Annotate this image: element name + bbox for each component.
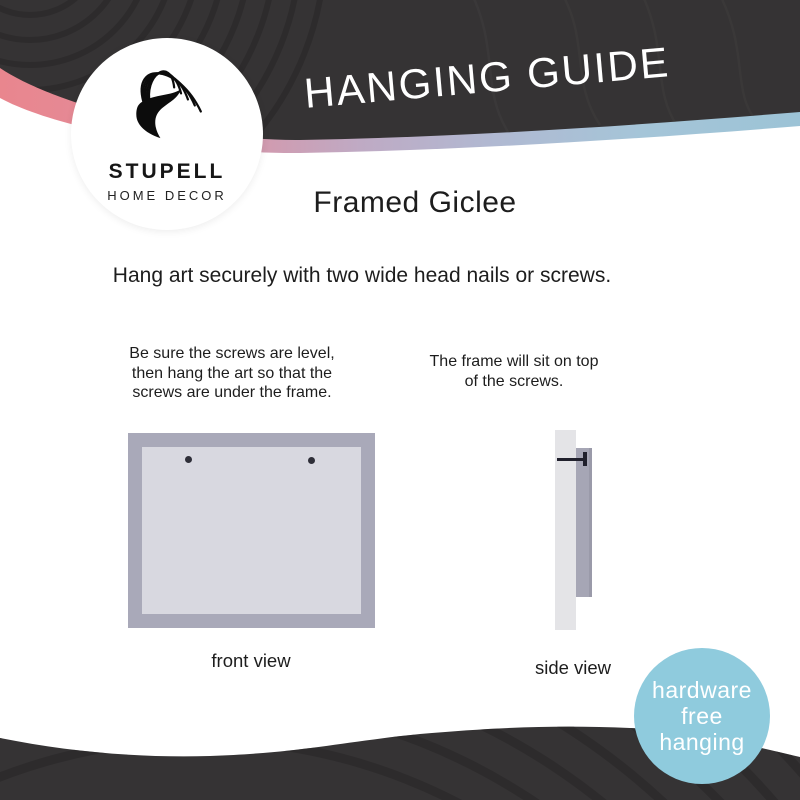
screw-dot-icon <box>185 456 192 463</box>
badge-line: hanging <box>659 729 745 755</box>
badge-line: free <box>681 703 723 729</box>
badge-line: hardware <box>652 677 752 703</box>
instruction-line: The frame will sit on top <box>429 353 599 370</box>
side-view-caption: side view <box>534 657 612 678</box>
instruction-line: screws are under the frame. <box>132 384 332 401</box>
brand-logo-circle <box>71 38 263 230</box>
brand-tagline: HOME DECOR <box>107 188 227 203</box>
side-view-frame <box>576 448 592 597</box>
front-view-caption: front view <box>211 650 291 671</box>
side-view-instruction <box>364 352 664 391</box>
hardware-free-badge <box>634 648 770 784</box>
instruction-line: then hang the art so that the <box>131 364 333 382</box>
page-title: HANGING GUIDE <box>302 38 672 117</box>
stupell-swoosh-icon <box>126 54 212 150</box>
main-instruction: Hang art securely with two wide head nails or screws. <box>112 264 612 287</box>
instruction-line: of the screws. <box>464 372 564 390</box>
screw-dot-icon <box>308 457 315 464</box>
nail-head-icon <box>583 452 587 466</box>
brand-name: STUPELL <box>108 160 226 183</box>
instruction-line: Be sure the screws are level, <box>129 345 335 362</box>
product-type-label: Framed Giclee <box>313 186 517 219</box>
front-view-instruction <box>82 344 382 403</box>
nail-icon <box>557 458 586 461</box>
front-view-frame-diagram <box>128 433 375 628</box>
